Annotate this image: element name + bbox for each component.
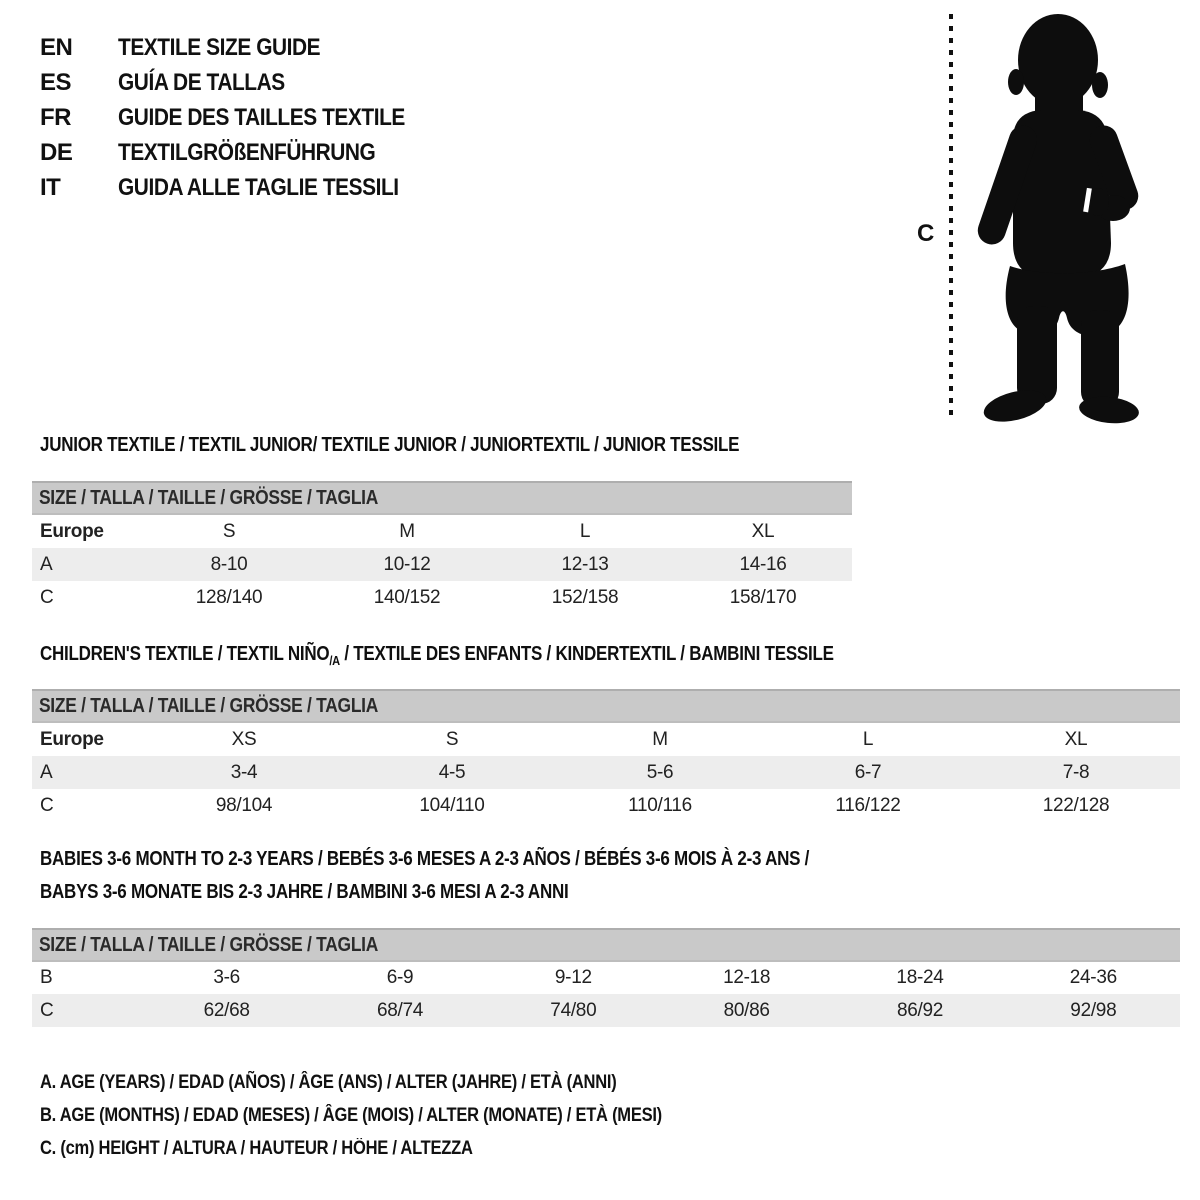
- babies-section-title-line1: BABIES 3-6 MONTH TO 2-3 YEARS / BEBÉS 3-6 MESES A 2-3 AÑOS / BÉBÉS 3-6 MOIS À 2-3 ANS /: [40, 848, 810, 870]
- table-row-height: [32, 581, 852, 614]
- table-cell: 6-7: [764, 756, 972, 789]
- row-label: B: [40, 967, 53, 988]
- table-cell: 122/128: [1042, 794, 1110, 816]
- table-cell: 128/140: [195, 586, 263, 608]
- column-header: XS: [231, 728, 257, 750]
- table-cell: 5-6: [556, 756, 764, 789]
- column-header: M: [652, 728, 668, 750]
- table-cell: 24-36: [1069, 967, 1117, 988]
- column-header: XL: [1064, 728, 1088, 750]
- children-title-prefix: CHILDREN'S TEXTILE / TEXTIL NIÑO: [40, 643, 330, 665]
- lang-title: GUIDA ALLE TAGLIE TESSILI: [118, 173, 399, 201]
- table-cell: 92/98: [1007, 994, 1180, 1027]
- row-label: A: [32, 756, 140, 789]
- children-title-suffix: / TEXTILE DES ENFANTS / KINDERTEXTIL / BAMBINI TESSILE: [339, 643, 834, 665]
- lang-row-es: [40, 65, 448, 100]
- children-title-subscript: /A: [329, 653, 340, 668]
- lang-code: IT: [40, 173, 61, 201]
- lang-row-de: [40, 135, 448, 170]
- size-header-bar: [32, 929, 1180, 961]
- children-size-table: [32, 689, 1180, 822]
- table-cell: 12-13: [496, 548, 674, 581]
- lang-row-en: [40, 30, 448, 65]
- table-cell: 116/122: [835, 794, 901, 816]
- column-header: S: [445, 728, 459, 750]
- lang-code: FR: [40, 103, 71, 131]
- lang-code: EN: [40, 33, 73, 61]
- table-cell: 12-18: [723, 967, 771, 988]
- table-cell: 18-24: [896, 967, 944, 988]
- table-row-age: [32, 548, 852, 581]
- table-cell: 10-12: [318, 548, 496, 581]
- legend-line-b: B. AGE (MONTHS) / EDAD (MESES) / ÂGE (MOIS) / ALTER (MONATE) / ETÀ (MESI): [40, 1104, 662, 1126]
- legend-line-a: A. AGE (YEARS) / EDAD (AÑOS) / ÂGE (ANS) / ALTER (JAHRE) / ETÀ (ANNI): [40, 1071, 617, 1093]
- size-header-bar: [32, 482, 852, 514]
- children-section-title: [40, 643, 834, 668]
- table-cell: 3-4: [140, 756, 348, 789]
- table-cell: 68/74: [313, 994, 486, 1027]
- table-row-europe: [32, 722, 1180, 756]
- table-cell: 152/158: [551, 586, 619, 608]
- legend-line-c: C. (cm) HEIGHT / ALTURA / HAUTEUR / HÖHE / ALTEZZA: [40, 1137, 473, 1159]
- table-row-height: [32, 994, 1180, 1027]
- table-cell: 110/116: [628, 794, 692, 816]
- column-header: L: [579, 520, 591, 542]
- column-header: M: [399, 520, 415, 542]
- column-header: L: [862, 728, 874, 750]
- lang-title: GUIDE DES TAILLES TEXTILE: [118, 103, 405, 131]
- table-cell: 6-9: [386, 967, 414, 988]
- table-row-months: [32, 961, 1180, 994]
- table-cell: 4-5: [348, 756, 556, 789]
- row-label: Europe: [40, 728, 104, 750]
- babies-size-table: [32, 928, 1180, 1027]
- size-header-bar: [32, 690, 1180, 722]
- table-cell: 98/104: [215, 794, 273, 816]
- junior-size-table: [32, 481, 852, 614]
- table-cell: 80/86: [660, 994, 833, 1027]
- junior-section-title: JUNIOR TEXTILE / TEXTIL JUNIOR/ TEXTILE JUNIOR / JUNIORTEXTIL / JUNIOR TESSILE: [40, 434, 740, 456]
- table-cell: 9-12: [554, 967, 592, 988]
- lang-title: TEXTILGRÖßENFÜHRUNG: [118, 138, 376, 166]
- table-cell: 14-16: [674, 548, 852, 581]
- column-header: S: [222, 520, 236, 542]
- table-row-age: [32, 756, 1180, 789]
- lang-title: GUÍA DE TALLAS: [118, 68, 285, 96]
- table-cell: 104/110: [419, 794, 485, 816]
- table-cell: 3-6: [213, 967, 240, 988]
- row-label: C: [40, 794, 54, 816]
- babies-section-title-line2: BABYS 3-6 MONATE BIS 2-3 JAHRE / BAMBINI 3-6 MESI A 2-3 ANNI: [40, 881, 569, 903]
- table-cell: 8-10: [140, 548, 318, 581]
- table-row-europe: [32, 514, 852, 548]
- row-label: A: [32, 548, 140, 581]
- size-header-label: SIZE / TALLA / TAILLE / GRÖSSE / TAGLIA: [38, 486, 379, 509]
- language-header: [40, 30, 448, 205]
- lang-row-fr: [40, 100, 448, 135]
- legend: [40, 1066, 755, 1165]
- row-label: C: [40, 586, 54, 608]
- column-header: XL: [751, 520, 775, 542]
- table-cell: 86/92: [833, 994, 1006, 1027]
- height-measure-figure: [905, 8, 1160, 426]
- table-cell: 7-8: [972, 756, 1180, 789]
- table-cell: 140/152: [373, 586, 441, 608]
- lang-row-it: [40, 170, 448, 205]
- table-cell: 62/68: [140, 994, 313, 1027]
- table-cell: 158/170: [729, 586, 797, 608]
- lang-code: ES: [40, 68, 72, 96]
- table-cell: 74/80: [487, 994, 660, 1027]
- measure-label-c: C: [917, 220, 935, 247]
- row-label: Europe: [40, 520, 104, 542]
- row-label: C: [32, 994, 140, 1027]
- lang-code: DE: [40, 138, 73, 166]
- height-dashed-line-icon: [947, 14, 955, 420]
- table-row-height: [32, 789, 1180, 822]
- size-header-label: SIZE / TALLA / TAILLE / GRÖSSE / TAGLIA: [38, 933, 379, 956]
- size-header-label: SIZE / TALLA / TAILLE / GRÖSSE / TAGLIA: [38, 694, 379, 717]
- lang-title: TEXTILE SIZE GUIDE: [118, 33, 321, 61]
- baby-silhouette-icon: [963, 8, 1153, 424]
